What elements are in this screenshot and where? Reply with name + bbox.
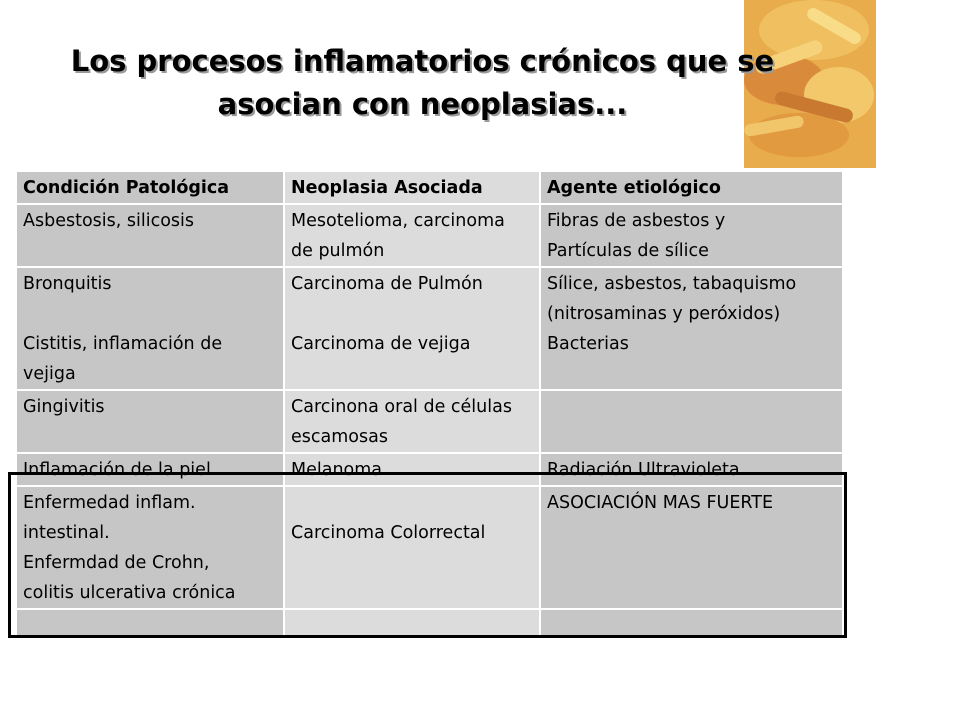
table-row — [16, 267, 843, 390]
cell-line: Bacterias — [547, 334, 629, 354]
header-condicion: Condición Patológica — [16, 171, 284, 204]
table-row — [16, 390, 843, 453]
cell-agente — [540, 267, 843, 390]
cell-agente — [540, 204, 843, 267]
cell-line: de pulmón — [291, 241, 385, 261]
cell-line: Melanoma — [291, 460, 383, 480]
cell-line: Gingivitis — [23, 397, 105, 417]
cell-agente — [540, 390, 843, 453]
cell-neoplasia — [284, 390, 540, 453]
cell-neoplasia — [284, 453, 540, 486]
cell-line: Radiación Ultravioleta — [547, 460, 740, 480]
cell-line: Carcinoma Colorrectal — [291, 523, 486, 543]
cell-neoplasia — [284, 267, 540, 390]
cell-line: Carcinoma de Pulmón — [291, 274, 483, 294]
table-row — [16, 204, 843, 267]
header-neoplasia: Neoplasia Asociada — [284, 171, 540, 204]
table-row — [16, 453, 843, 486]
cell-agente — [540, 486, 843, 609]
cell-line: Enfermedad inflam. — [23, 493, 196, 513]
header-agente: Agente etiológico — [540, 171, 843, 204]
cell-line: Enfermdad de Crohn, — [23, 553, 210, 573]
cell-line: colitis ulcerativa crónica — [23, 583, 236, 603]
cell-empty — [16, 609, 284, 638]
cell-empty — [540, 609, 843, 638]
cell-line: Mesotelioma, carcinoma — [291, 211, 505, 231]
cell-agente — [540, 453, 843, 486]
cell-line: Partículas de sílice — [547, 241, 709, 261]
cell-neoplasia — [284, 486, 540, 609]
cell-neoplasia — [284, 204, 540, 267]
cell-line: Inflamación de la piel — [23, 460, 211, 480]
cell-empty — [284, 609, 540, 638]
cell-line: vejiga — [23, 364, 76, 384]
table-row-empty — [16, 609, 843, 638]
cell-line: Carcinona oral de células — [291, 397, 512, 417]
cell-condicion — [16, 267, 284, 390]
neoplasia-table — [15, 170, 844, 639]
cell-line: ASOCIACIÓN MAS FUERTE — [547, 493, 774, 513]
cell-line: Cistitis, inflamación de — [23, 334, 223, 354]
table-row — [16, 486, 843, 609]
cell-line: intestinal. — [23, 523, 110, 543]
cell-condicion — [16, 453, 284, 486]
slide-title — [0, 40, 845, 126]
cell-condicion — [16, 204, 284, 267]
cell-line: Carcinoma de vejiga — [291, 334, 471, 354]
cell-condicion — [16, 486, 284, 609]
cell-line: (nitrosaminas y peróxidos) — [547, 304, 781, 324]
cell-line: Bronquitis — [23, 274, 112, 294]
table-header-row — [16, 171, 843, 204]
slide-title-line-2: asocian con neoplasias... — [217, 87, 628, 121]
cell-line: Fibras de asbestos y — [547, 211, 726, 231]
cell-line: escamosas — [291, 427, 388, 447]
cell-condicion — [16, 390, 284, 453]
cell-line: Asbestosis, silicosis — [23, 211, 195, 231]
slide-title-line-1: Los procesos inflamatorios crónicos que se — [70, 44, 775, 78]
cell-line: Sílice, asbestos, tabaquismo — [547, 274, 797, 294]
